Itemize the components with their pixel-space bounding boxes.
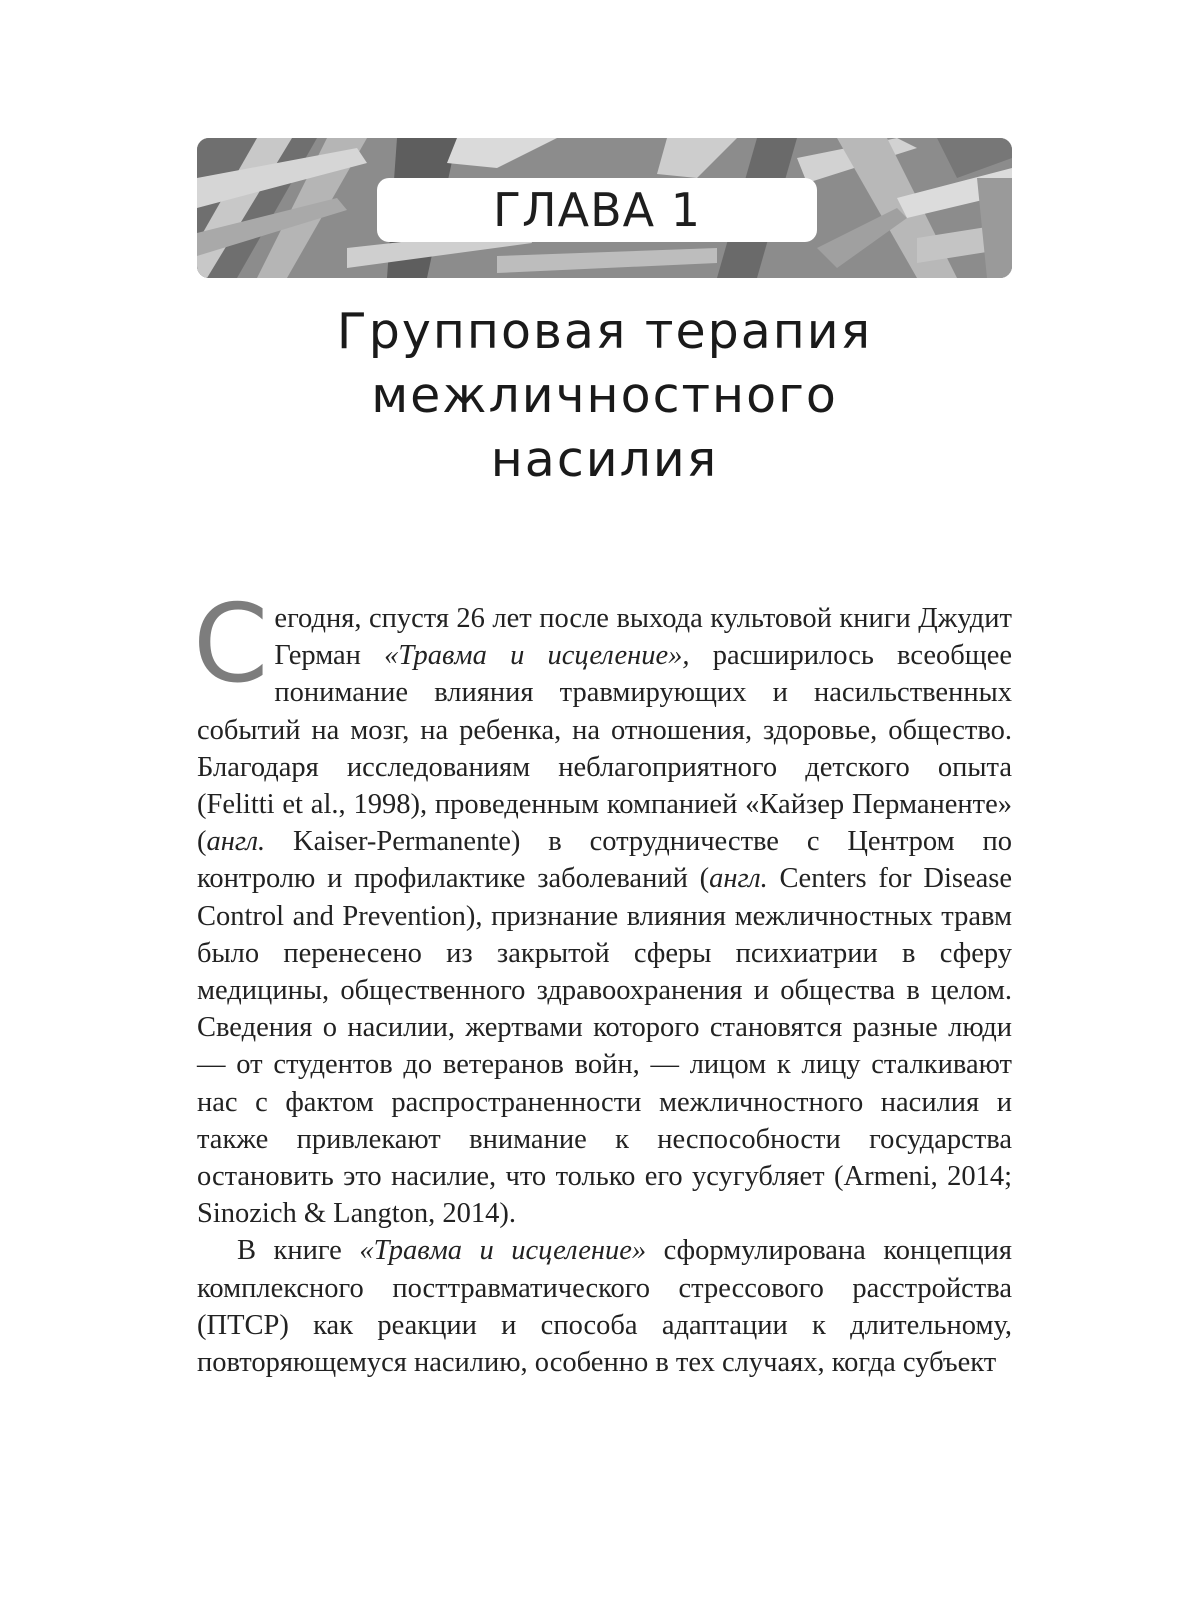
text-run: В книге (237, 1235, 360, 1267)
chapter-label: ГЛАВА 1 (377, 178, 817, 242)
title-line: межличностного (371, 367, 838, 424)
paragraph (197, 1232, 1012, 1381)
book-title: «Травма и исцеление» (359, 1235, 647, 1267)
title-line: Групповая терапия (336, 303, 873, 360)
text-run: сформулирована концепция комплексного посттравматического стрессового расстройства (ПТСР) как реакции и способа адаптации к длительному, повторяющемуся насилию, особенно в тех случаях, когда субъект (197, 1235, 1012, 1379)
abbreviation: англ. (206, 826, 266, 858)
chapter-title (197, 300, 1012, 492)
drop-cap: С (193, 582, 269, 707)
body-text (193, 582, 1012, 1381)
paragraph (193, 582, 1012, 1232)
text-run: Centers for Disease Control and Prevention), признание влияния межличностных травм было перенесено из закрытой сферы психиатрии в сферу медицины, общественного здравоохранения и общества в целом. Сведения о насилии, жертвами которого становятся разные люди — от студентов до ветеранов войн, — лицом к лицу сталкивают нас с фактом распространенности межличностного насилия и также привлекают внимание к неспособности государства остановить это насилие, что только его усугубляет (Armeni, 2014; Sinozich & Langton, 2014). (197, 863, 1012, 1230)
text-run: Kaiser-Permanente) в сотрудничестве с Центром по контролю и профилактике заболеваний ( (197, 826, 1012, 895)
title-line: насилия (490, 431, 719, 488)
text-run: расширилось всеобщее понимание влияния травмирующих и насильственных событий на мозг, на ребенка, на отношения, здоровье, общество. Благодаря исследованиям неблагоприятного детского опыта (Felitti et al., 1998), проведенным компанией «Кайзер Перманенте» ( (197, 640, 1012, 858)
abbreviation: англ. (709, 863, 768, 895)
text-run: егодня, спустя 26 лет после выхода культовой книги Джудит Герман (274, 603, 1012, 672)
chapter-banner (197, 138, 1012, 278)
book-title: «Травма и исцеление», (384, 640, 690, 672)
